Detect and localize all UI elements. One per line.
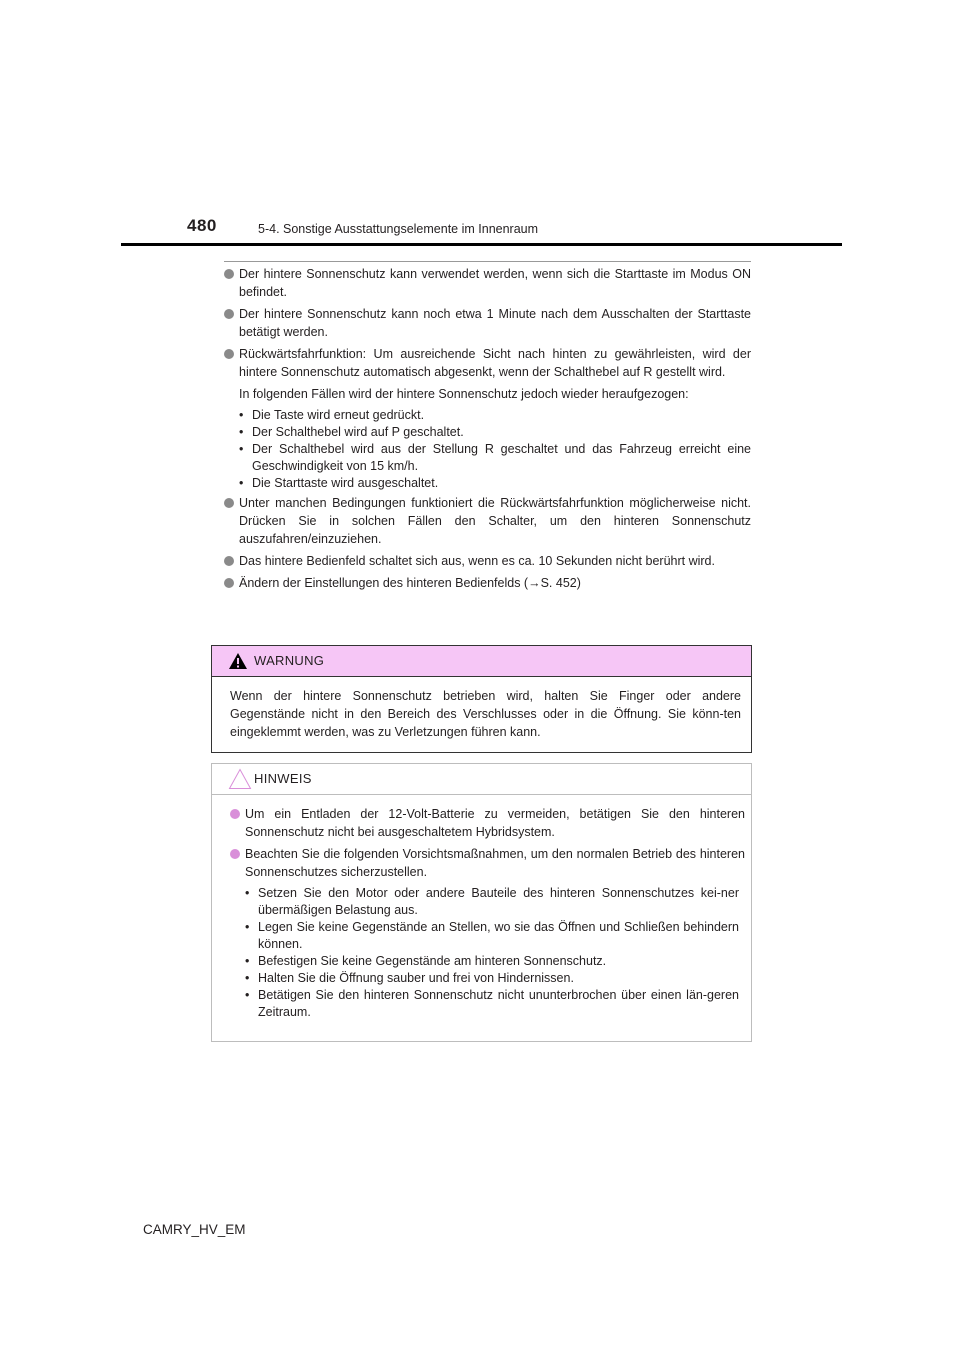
bullet-icon [224, 578, 234, 588]
list-item: Ändern der Einstellungen des hinteren Bedienfelds (→S. 452) [224, 574, 751, 592]
bullet-icon [224, 556, 234, 566]
bullet-icon [224, 309, 234, 319]
note-box [211, 763, 752, 1042]
bullet-icon [224, 349, 234, 359]
footer-code: CAMRY_HV_EM [143, 1222, 246, 1237]
sub-list-item: • Setzen Sie den Motor oder andere Bauteile des hinteren Sonnenschutzes kei-ner übermäßigen Belastung aus. [245, 886, 739, 917]
list-item: Der hintere Sonnenschutz kann verwendet werden, wenn sich die Starttaste im Modus ON befindet. [224, 265, 751, 301]
list-item: Rückwärtsfahrfunktion: Um ausreichende Sicht nach hinten zu gewährleisten, wird der hintere Sonnenschutz automatisch abgesenkt, wenn der Schalthebel auf R gestellt wird. [224, 345, 751, 381]
warning-box [211, 645, 752, 753]
sub-list-item: • Befestigen Sie keine Gegenstände am hinteren Sonnenschutz. [245, 954, 607, 968]
note-body [212, 795, 751, 1021]
warning-text: Wenn der hintere Sonnenschutz betrieben wird, halten Sie Finger oder andere Gegenstände nicht in den Bereich des Verschlusses oder in die Öffnung. Sie könn-ten eingeklemmt werden, was zu Verletzungen führen kann. [230, 689, 741, 739]
list-item: Um ein Entladen der 12-Volt-Batterie zu vermeiden, betätigen Sie den hinteren Sonnenschutz nicht bei ausgeschaltetem Hybridsystem. [230, 805, 745, 841]
list-item: Der hintere Sonnenschutz kann noch etwa 1 Minute nach dem Ausschalten der Starttaste betätigt werden. [224, 305, 751, 341]
bullet-icon [224, 498, 234, 508]
sub-list-item: • Die Taste wird erneut gedrückt. [239, 408, 425, 422]
note-sub-list [230, 885, 745, 1021]
note-title: HINWEIS [254, 771, 312, 786]
section-title: 5-4. Sonstige Ausstattungselemente im Innenraum [258, 222, 539, 236]
page-number: 480 [187, 216, 217, 235]
main-content [224, 265, 751, 596]
warning-icon [228, 652, 248, 670]
bullet-icon [230, 809, 240, 819]
content-rule [224, 261, 751, 262]
caution-icon [228, 768, 252, 790]
header-rule [121, 243, 842, 246]
sub-list-item: • Halten Sie die Öffnung sauber und frei von Hindernissen. [245, 971, 574, 985]
sub-list-item: • Der Schalthebel wird auf P geschaltet. [239, 425, 464, 439]
subheading: In folgenden Fällen wird der hintere Sonnenschutz jedoch wieder heraufgezogen: [239, 387, 689, 401]
sub-list-item: • Die Starttaste wird ausgeschaltet. [239, 476, 439, 490]
note-header [212, 764, 751, 795]
bullet-icon [230, 849, 240, 859]
sub-list [224, 407, 751, 492]
sub-list-item: • Betätigen Sie den hinteren Sonnenschutz nicht ununterbrochen über einen län-geren Zeitraum. [245, 988, 739, 1019]
sub-list-item: • Legen Sie keine Gegenstände an Stellen, wo sie das Öffnen und Schließen behindern können. [245, 920, 739, 951]
bullet-icon [224, 269, 234, 279]
sub-list-item: • Der Schalthebel wird aus der Stellung R geschaltet und das Fahrzeug erreicht eine Geschwindigkeit von 15 km/h. [239, 442, 751, 473]
list-item: Das hintere Bedienfeld schaltet sich aus, wenn es ca. 10 Sekunden nicht berührt wird. [224, 552, 751, 570]
list-item: Unter manchen Bedingungen funktioniert die Rückwärtsfahrfunktion möglicherweise nicht. Drücken Sie in solchen Fällen den Schalter, um den hinteren Sonnenschutz auszufahren/einzuziehen. [224, 494, 751, 548]
warning-title: WARNUNG [254, 653, 325, 668]
warning-header [212, 646, 751, 677]
list-item: Beachten Sie die folgenden Vorsichtsmaßnahmen, um den normalen Betrieb des hinteren Sonnenschutzes sicherzustellen. [230, 845, 745, 881]
